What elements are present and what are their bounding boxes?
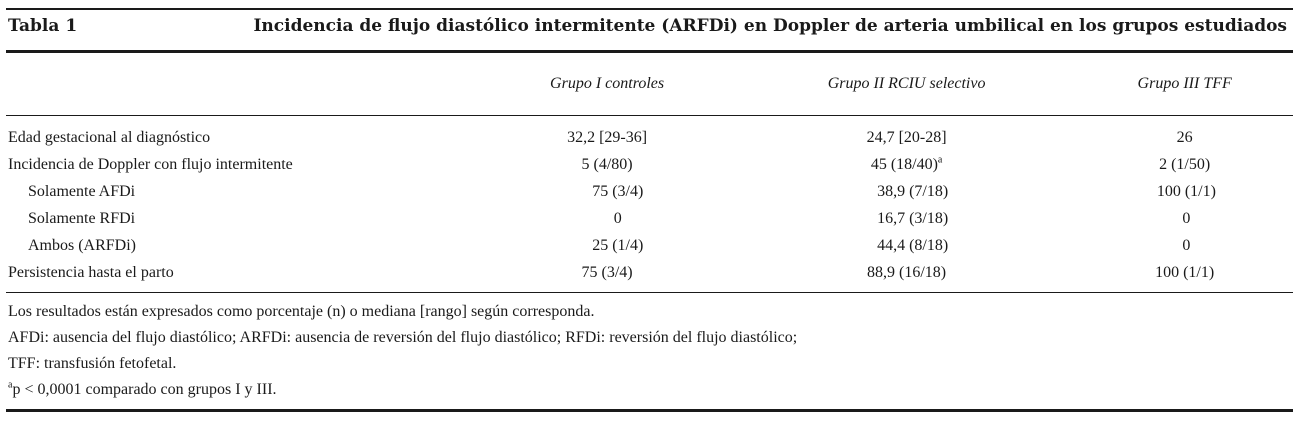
cell-group-1: 32,2 [29-36] [567, 128, 648, 146]
header-group-3: Grupo III TFF [1137, 75, 1232, 92]
header-group-2: Grupo II RCIU selectivo [827, 75, 986, 92]
row-label: Solamente AFDi [28, 182, 136, 200]
row-label: Edad gestacional al diagnóstico [8, 128, 211, 146]
note-line: AFDi: ausencia del flujo diastólico; ARFDi: ausencia de reversión del flujo diastólico; RFDi: reversión del flujo diastólico; [8, 329, 798, 346]
footnote [6, 377, 1293, 403]
cell-value: 38,9 (7/18) [877, 182, 949, 200]
row-label: Ambos (ARFDi) [28, 236, 137, 254]
table-caption [6, 8, 1293, 44]
table-header-row [6, 53, 1293, 115]
cell-group-3: 26 [1176, 128, 1193, 146]
cell-group-1: 75 (3/4) [592, 182, 644, 200]
cell-value: 24,7 [20-28] [866, 128, 947, 146]
table-container [6, 8, 1293, 412]
cell-group-1: 25 (1/4) [592, 236, 644, 254]
table-row [6, 178, 1293, 205]
table-title: Incidencia de flujo diastólico intermitente (ARFDi) en Doppler de arteria umbilical en los grupos estudiados [253, 16, 1287, 36]
row-label: Incidencia de Doppler con flujo intermitente [8, 155, 293, 173]
cell-value: 88,9 (16/18) [867, 263, 947, 281]
row-label: Persistencia hasta el parto [8, 263, 174, 281]
cell-group-1: 0 [613, 209, 622, 227]
table-row [6, 232, 1293, 259]
cell-group-2 [737, 156, 1076, 174]
table-label: Tabla 1 [8, 16, 78, 36]
cell-group-3: 100 (1/1) [1156, 182, 1216, 200]
table-row [6, 151, 1293, 178]
cell-superscript: a [937, 154, 943, 166]
cell-group-1: 75 (3/4) [581, 263, 633, 281]
cell-group-2 [737, 129, 1076, 147]
footnote-text: p < 0,0001 comparado con grupos I y III. [12, 381, 277, 398]
footnote-mark: a [8, 379, 13, 391]
table-row [6, 259, 1293, 286]
note-line: TFF: transfusión fetofetal. [8, 355, 177, 372]
cell-group-2 [746, 237, 1080, 255]
table-row [6, 124, 1293, 151]
table-body [6, 116, 1293, 292]
cell-group-3: 0 [1182, 236, 1191, 254]
note-line: Los resultados están expresados como porcentaje (n) o mediana [rango] según corresponda. [8, 303, 595, 320]
bottom-rule [6, 409, 1293, 412]
table-notes [6, 293, 1293, 403]
cell-group-3: 0 [1182, 209, 1191, 227]
table-row [6, 205, 1293, 232]
cell-group-3: 2 (1/50) [1159, 155, 1211, 173]
cell-group-2 [746, 210, 1080, 228]
cell-group-2 [737, 264, 1076, 282]
row-label: Solamente RFDi [28, 209, 136, 227]
cell-value: 16,7 (3/18) [877, 209, 949, 227]
header-group-1: Grupo I controles [550, 75, 665, 92]
cell-group-1: 5 (4/80) [581, 155, 633, 173]
cell-group-2 [746, 183, 1080, 201]
cell-value: 45 (18/40) [870, 155, 938, 173]
cell-group-3: 100 (1/1) [1155, 263, 1215, 281]
cell-value: 44,4 (8/18) [877, 236, 949, 254]
